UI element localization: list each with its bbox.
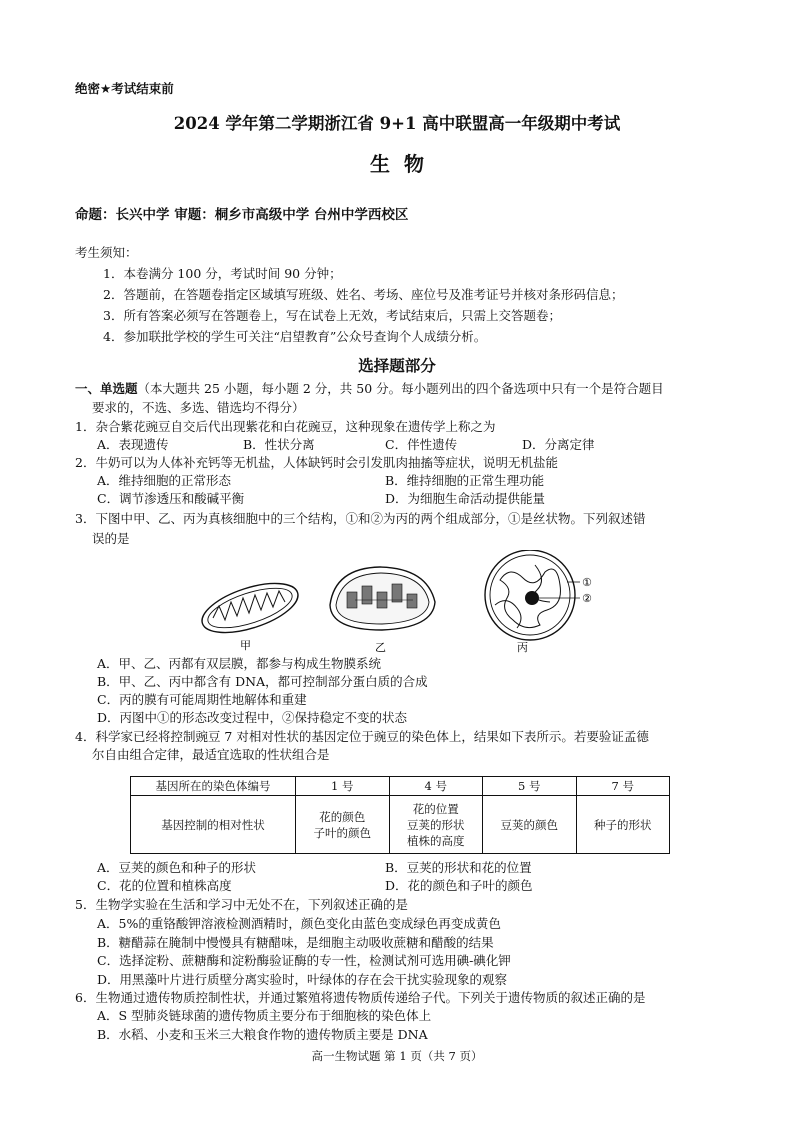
authors-line: 命题：长兴中学 审题：桐乡市高级中学 台州中学西校区 [75,207,409,223]
q1-option-c: C．伴性遗传 [385,437,458,452]
page-footer: 高一生物试题 第 1 页（共 7 页） [311,1049,483,1063]
cell-line: 花的位置 [412,801,459,816]
q5-stem: 5．生物学实验在生活和学习中无处不在，下列叙述正确的是 [75,897,408,912]
q4-option-d: D．花的颜色和子叶的颜色 [385,878,533,893]
q6-option-a: A．S 型肺炎链球菌的遗传物质主要分布于细胞核的染色体上 [97,1008,432,1023]
mitochondrion-figure [196,574,303,643]
table-header-cell: 5 号 [483,777,577,796]
q6-stem: 6．生物通过遗传物质控制性状，并通过繁殖将遗传物质传递给子代。下列关于遗传物质的叙述正确的是 [75,990,646,1005]
q4-option-a: A．豆荚的颜色和种子的形状 [97,860,257,875]
q5-option-d: D．用黑藻叶片进行质壁分离实验时，叶绿体的存在会干扰实验现象的观察 [97,972,508,987]
nucleus-figure [485,550,580,640]
section-intro [75,380,664,397]
chloroplast-figure [330,567,435,630]
chromosome-trait-table [130,776,670,854]
q4-stem-cont: 尔自由组合定律，最适宜选取的性状组合是 [92,747,330,762]
q1-stem: 1．杂合紫花豌豆自交后代出现紫花和白花豌豆，这种现象在遗传学上称之为 [75,419,496,434]
q1-option-b: B．性状分离 [243,437,315,452]
table-row-label: 基因控制的相对性状 [131,796,296,854]
table-cell [389,796,483,854]
q5-option-a: A．5%的重铬酸钾溶液检测酒精时，颜色变化由蓝色变成绿色再变成黄色 [97,916,501,931]
table-header-cell: 4 号 [389,777,483,796]
cell-line: 豆荚的形状 [407,817,465,832]
table-cell [483,796,577,854]
exam-title: 2024 学年第二学期浙江省 9+1 高中联盟高一年级期中考试 [173,114,621,133]
table-header-cell: 基因所在的染色体编号 [131,777,296,796]
q1-option-a: A．表现遗传 [97,437,169,452]
table-header-cell: 1 号 [296,777,390,796]
q3-option-c: C．丙的膜有可能周期性地解体和重建 [97,692,307,707]
q3-option-a: A．甲、乙、丙都有双层膜，都参与构成生物膜系统 [97,656,382,671]
table-cell [296,796,390,854]
notice-item: 1．本卷满分 100 分，考试时间 90 分钟； [103,266,342,281]
q2-option-c: C．调节渗透压和酸碱平衡 [97,491,245,506]
table-header-row [131,777,670,796]
notice-item: 4．参加联批学校的学生可关注“启望教育”公众号查询个人成绩分析。 [103,329,487,344]
cell-line: 子叶的颜色 [313,825,371,840]
cell-line: 植株的高度 [407,833,465,848]
section-title: 选择题部分 [358,357,436,375]
q2-option-b: B．维持细胞的正常生理功能 [385,473,545,488]
fig-label-jia: 甲 [240,639,251,652]
notice-item: 3．所有答案必须写在答题卷上，写在试卷上无效，考试结束后，只需上交答题卷； [103,308,561,323]
q2-stem: 2．牛奶可以为人体补充钙等无机盐，人体缺钙时会引发肌肉抽搐等症状，说明无机盐能 [75,455,558,470]
fig-label-1: ① [582,576,592,589]
subject-title: 生物 [370,152,438,176]
q3-option-b: B．甲、乙、丙中都含有 DNA，都可控制部分蛋白质的合成 [97,674,428,689]
q3-figure [195,550,615,660]
table-cell [576,796,670,854]
section-intro-label: 一、单选题 [75,381,138,396]
q2-option-d: D．为细胞生命活动提供能量 [385,491,546,506]
q5-option-c: C．选择淀粉、蔗糖酶和淀粉酶验证酶的专一性，检测试剂可选用碘-碘化钾 [97,953,511,968]
fig-label-bing: 丙 [517,641,528,654]
confidential-mark: 绝密★考试结束前 [75,81,174,96]
fig-label-yi: 乙 [375,641,386,654]
fig-label-2: ② [582,592,592,605]
q3-option-d: D．丙图中①的形态改变过程中，②保持稳定不变的状态 [97,710,408,725]
q2-option-a: A．维持细胞的正常形态 [97,473,232,488]
q1-option-d: D．分离定律 [522,437,595,452]
section-intro-text: （本大题共 25 小题，每小题 2 分，共 50 分。每小题列出的四个备选项中只有一个是符合题目 [137,381,664,396]
notice-item: 2．答题前，在答题卷指定区域填写班级、姓名、考场、座位号及准考证号并核对条形码信息； [103,287,624,302]
q4-option-b: B．豆荚的形状和花的位置 [385,860,532,875]
q5-option-b: B．糖醋蒜在腌制中慢慢具有糖醋味，是细胞主动吸收蔗糖和醋酸的结果 [97,935,494,950]
q3-stem-cont: 误的是 [92,531,130,546]
cell-line: 豆荚的颜色 [500,817,558,832]
notice-heading: 考生须知： [75,245,138,260]
q6-option-b: B．水稻、小麦和玉米三大粮食作物的遗传物质主要是 DNA [97,1027,428,1042]
cell-line: 花的颜色 [319,809,366,824]
q3-stem: 3．下图中甲、乙、丙为真核细胞中的三个结构，①和②为丙的两个组成部分，①是丝状物。下列叙述错 [75,511,646,526]
table-header-cell: 7 号 [576,777,670,796]
q4-stem: 4．科学家已经将控制豌豆 7 对相对性状的基因定位于豌豆的染色体上，结果如下表所示。若要验证孟德 [75,729,649,744]
section-intro-cont: 要求的，不选、多选、错选均不得分） [92,400,305,415]
table-row [131,796,670,854]
cell-line: 种子的形状 [594,817,652,832]
q4-option-c: C．花的位置和植株高度 [97,878,232,893]
